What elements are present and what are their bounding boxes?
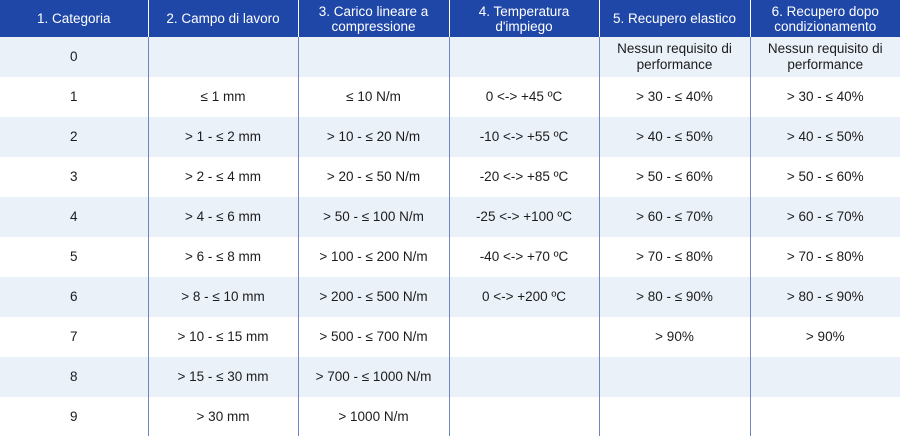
cell-carico: > 500 - ≤ 700 N/m <box>298 317 449 357</box>
cell-temperatura: -10 <-> +55 ºC <box>449 117 599 157</box>
cell-recupero-elastico: > 60 - ≤ 70% <box>599 197 750 237</box>
cell-categoria: 0 <box>0 37 148 77</box>
cell-carico: > 1000 N/m <box>298 397 449 436</box>
cell-temperatura <box>449 317 599 357</box>
cell-recupero-elastico <box>599 397 750 436</box>
table-row <box>0 157 900 197</box>
cell-categoria: 6 <box>0 277 148 317</box>
table-row <box>0 117 900 157</box>
cell-recupero-elastico <box>599 357 750 397</box>
cell-categoria: 4 <box>0 197 148 237</box>
cell-temperatura <box>449 357 599 397</box>
table-row <box>0 37 900 77</box>
header-categoria: 1. Categoria <box>0 0 148 37</box>
cell-carico <box>298 37 449 77</box>
cell-categoria: 9 <box>0 397 148 436</box>
table-row <box>0 357 900 397</box>
cell-temperatura: -20 <-> +85 ºC <box>449 157 599 197</box>
header-campo-di-lavoro: 2. Campo di lavoro <box>148 0 298 37</box>
cell-categoria: 2 <box>0 117 148 157</box>
cell-campo: > 30 mm <box>148 397 298 436</box>
table-row <box>0 277 900 317</box>
header-recupero-condizionamento: 6. Recupero dopo condizionamento <box>750 0 900 37</box>
cell-categoria: 8 <box>0 357 148 397</box>
cell-carico: > 50 - ≤ 100 N/m <box>298 197 449 237</box>
cell-temperatura: 0 <-> +200 ºC <box>449 277 599 317</box>
cell-campo: ≤ 1 mm <box>148 77 298 117</box>
cell-categoria: 5 <box>0 237 148 277</box>
cell-campo: > 8 - ≤ 10 mm <box>148 277 298 317</box>
table-row <box>0 397 900 436</box>
cell-campo: > 10 - ≤ 15 mm <box>148 317 298 357</box>
cell-temperatura: 0 <-> +45 ºC <box>449 77 599 117</box>
cell-recupero-elastico: > 30 - ≤ 40% <box>599 77 750 117</box>
cell-temperatura <box>449 37 599 77</box>
cell-temperatura: -25 <-> +100 ºC <box>449 197 599 237</box>
cell-recupero-condizionamento: > 90% <box>750 317 900 357</box>
cell-temperatura <box>449 397 599 436</box>
cell-recupero-elastico: > 90% <box>599 317 750 357</box>
cell-recupero-elastico: > 80 - ≤ 90% <box>599 277 750 317</box>
cell-carico: ≤ 10 N/m <box>298 77 449 117</box>
cell-carico: > 700 - ≤ 1000 N/m <box>298 357 449 397</box>
cell-recupero-elastico: > 70 - ≤ 80% <box>599 237 750 277</box>
table-row <box>0 77 900 117</box>
table-row <box>0 317 900 357</box>
cell-categoria: 7 <box>0 317 148 357</box>
table-row <box>0 237 900 277</box>
cell-campo <box>148 37 298 77</box>
header-recupero-elastico: 5. Recupero elastico <box>599 0 750 37</box>
cell-recupero-condizionamento: Nessun requisito di performance <box>750 37 900 77</box>
cell-recupero-condizionamento: > 60 - ≤ 70% <box>750 197 900 237</box>
cell-carico: > 200 - ≤ 500 N/m <box>298 277 449 317</box>
cell-categoria: 3 <box>0 157 148 197</box>
header-row <box>0 0 900 37</box>
cell-recupero-condizionamento <box>750 357 900 397</box>
cell-carico: > 10 - ≤ 20 N/m <box>298 117 449 157</box>
cell-campo: > 6 - ≤ 8 mm <box>148 237 298 277</box>
cell-campo: > 1 - ≤ 2 mm <box>148 117 298 157</box>
table-row <box>0 197 900 237</box>
cell-carico: > 100 - ≤ 200 N/m <box>298 237 449 277</box>
cell-recupero-condizionamento: > 70 - ≤ 80% <box>750 237 900 277</box>
header-temperatura: 4. Temperatura d'impiego <box>449 0 599 37</box>
cell-campo: > 15 - ≤ 30 mm <box>148 357 298 397</box>
cell-campo: > 4 - ≤ 6 mm <box>148 197 298 237</box>
cell-recupero-condizionamento <box>750 397 900 436</box>
cell-recupero-elastico: Nessun requisito di performance <box>599 37 750 77</box>
cell-recupero-condizionamento: > 30 - ≤ 40% <box>750 77 900 117</box>
cell-campo: > 2 - ≤ 4 mm <box>148 157 298 197</box>
cell-recupero-condizionamento: > 50 - ≤ 60% <box>750 157 900 197</box>
cell-recupero-condizionamento: > 80 - ≤ 90% <box>750 277 900 317</box>
cell-categoria: 1 <box>0 77 148 117</box>
cell-recupero-condizionamento: > 40 - ≤ 50% <box>750 117 900 157</box>
cell-recupero-elastico: > 40 - ≤ 50% <box>599 117 750 157</box>
cell-carico: > 20 - ≤ 50 N/m <box>298 157 449 197</box>
cell-recupero-elastico: > 50 - ≤ 60% <box>599 157 750 197</box>
header-carico-lineare: 3. Carico lineare a compressione <box>298 0 449 37</box>
cell-temperatura: -40 <-> +70 ºC <box>449 237 599 277</box>
